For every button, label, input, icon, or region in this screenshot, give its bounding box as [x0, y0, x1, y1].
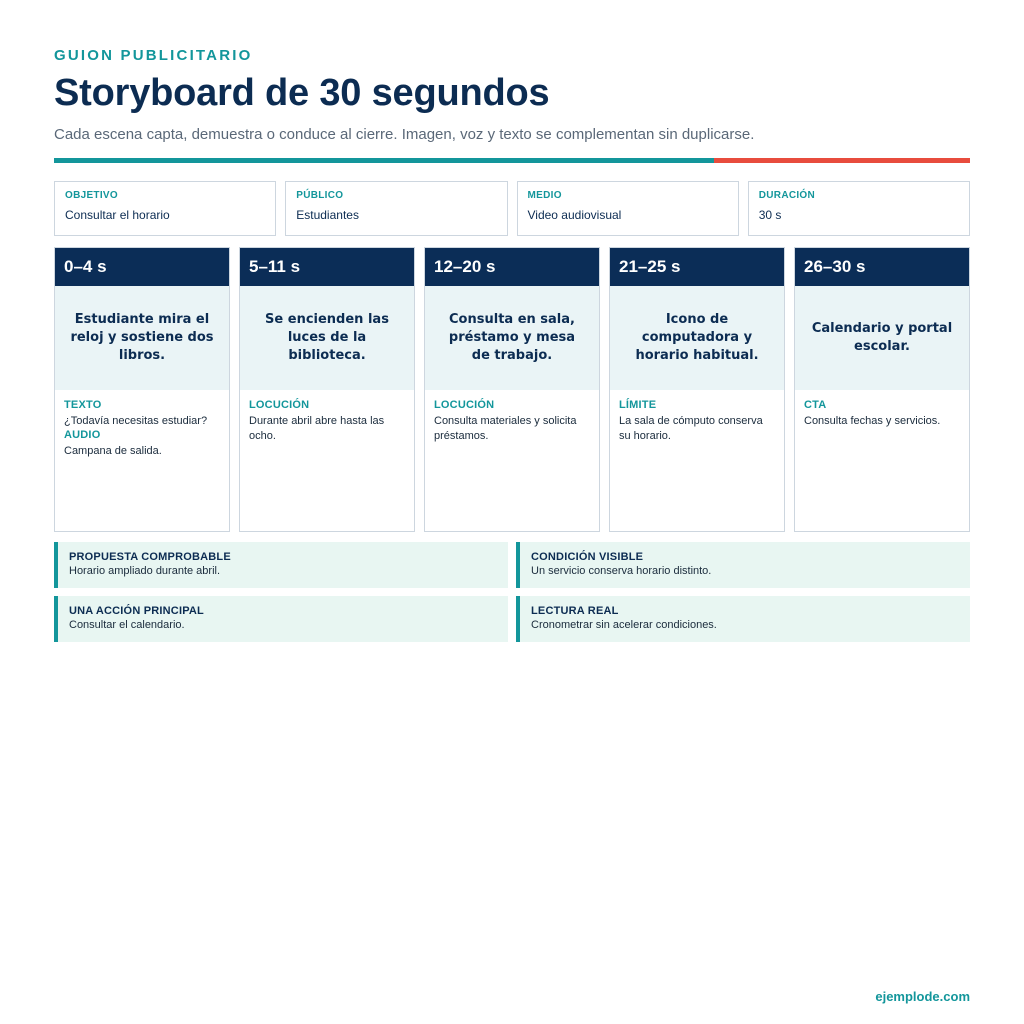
callout-text: Consultar el calendario.: [69, 619, 185, 631]
scene-note: Consulta materiales y solicita préstamos.: [434, 415, 577, 442]
scene-time: 5–11 s: [240, 248, 414, 286]
scene-tag: TEXTO: [64, 399, 102, 411]
scene-note: Campana de salida.: [64, 445, 162, 457]
footer-brand-link[interactable]: ejemplode.com: [875, 989, 970, 1004]
scene-note: Consulta fechas y servicios.: [804, 415, 941, 427]
scene-body: [240, 390, 414, 444]
scene-tag: LÍMITE: [619, 399, 657, 411]
meta-label: MEDIO: [527, 190, 562, 201]
scene-row: [54, 247, 970, 532]
callout-grid: [54, 542, 970, 642]
callout-title: PROPUESTA COMPROBABLE: [69, 551, 231, 563]
scene-card: [424, 247, 600, 532]
scene-visual: Se encienden las luces de la biblioteca.: [240, 286, 414, 390]
callout-text: Un servicio conserva horario distinto.: [531, 565, 712, 577]
meta-card-medium: [517, 181, 739, 236]
meta-row: [54, 181, 970, 236]
meta-card-audience: [285, 181, 507, 236]
meta-card-objective: [54, 181, 276, 236]
scene-visual: Icono de computadora y horario habitual.: [610, 286, 784, 390]
meta-value: 30 s: [758, 208, 782, 222]
callout-title: UNA ACCIÓN PRINCIPAL: [69, 605, 204, 617]
scene-visual: Calendario y portal escolar.: [795, 286, 969, 390]
eyebrow: GUION PUBLICITARIO: [54, 47, 253, 64]
scene-body: [795, 390, 969, 429]
scene-visual: Consulta en sala, préstamo y mesa de trabajo.: [425, 286, 599, 390]
scene-tag: CTA: [804, 399, 827, 411]
callout-box: [516, 542, 970, 588]
scene-card: [609, 247, 785, 532]
scene-body: [425, 390, 599, 444]
scene-tag: LOCUCIÓN: [249, 399, 310, 411]
meta-value: Video audiovisual: [527, 208, 622, 222]
scene-visual: Estudiante mira el reloj y sostiene dos libros.: [55, 286, 229, 390]
callout-box: [54, 542, 508, 588]
meta-label: DURACIÓN: [758, 190, 816, 201]
scene-body: [55, 390, 229, 459]
scene-tag: AUDIO: [64, 429, 101, 441]
scene-tag: LOCUCIÓN: [434, 399, 495, 411]
callout-title: CONDICIÓN VISIBLE: [531, 551, 644, 563]
scene-card: [794, 247, 970, 532]
callout-text: Cronometrar sin acelerar condiciones.: [531, 619, 717, 631]
scene-note: ¿Todavía necesitas estudiar?: [64, 415, 208, 427]
scene-note: La sala de cómputo conserva su horario.: [619, 415, 763, 442]
scene-card: [239, 247, 415, 532]
meta-label: PÚBLICO: [296, 190, 344, 201]
scene-time: 0–4 s: [55, 248, 229, 286]
page-title: Storyboard de 30 segundos: [54, 72, 550, 114]
callout-title: LECTURA REAL: [531, 605, 619, 617]
scene-note: Durante abril abre hasta las ocho.: [249, 415, 385, 442]
page-subtitle: Cada escena capta, demuestra o conduce al cierre. Imagen, voz y texto se complementan sin duplicarse.: [54, 126, 755, 143]
scene-time: 21–25 s: [610, 248, 784, 286]
scene-time: 26–30 s: [795, 248, 969, 286]
scene-card: [54, 247, 230, 532]
divider-red: [714, 158, 970, 163]
meta-value: Consultar el horario: [65, 208, 170, 222]
meta-card-duration: [748, 181, 970, 236]
meta-label: OBJETIVO: [65, 190, 118, 201]
divider-teal: [54, 158, 714, 163]
scene-time: 12–20 s: [425, 248, 599, 286]
callout-text: Horario ampliado durante abril.: [69, 565, 221, 577]
callout-box: [516, 596, 970, 642]
scene-body: [610, 390, 784, 444]
meta-value: Estudiantes: [296, 208, 359, 222]
callout-box: [54, 596, 508, 642]
divider-rule: [54, 158, 970, 163]
